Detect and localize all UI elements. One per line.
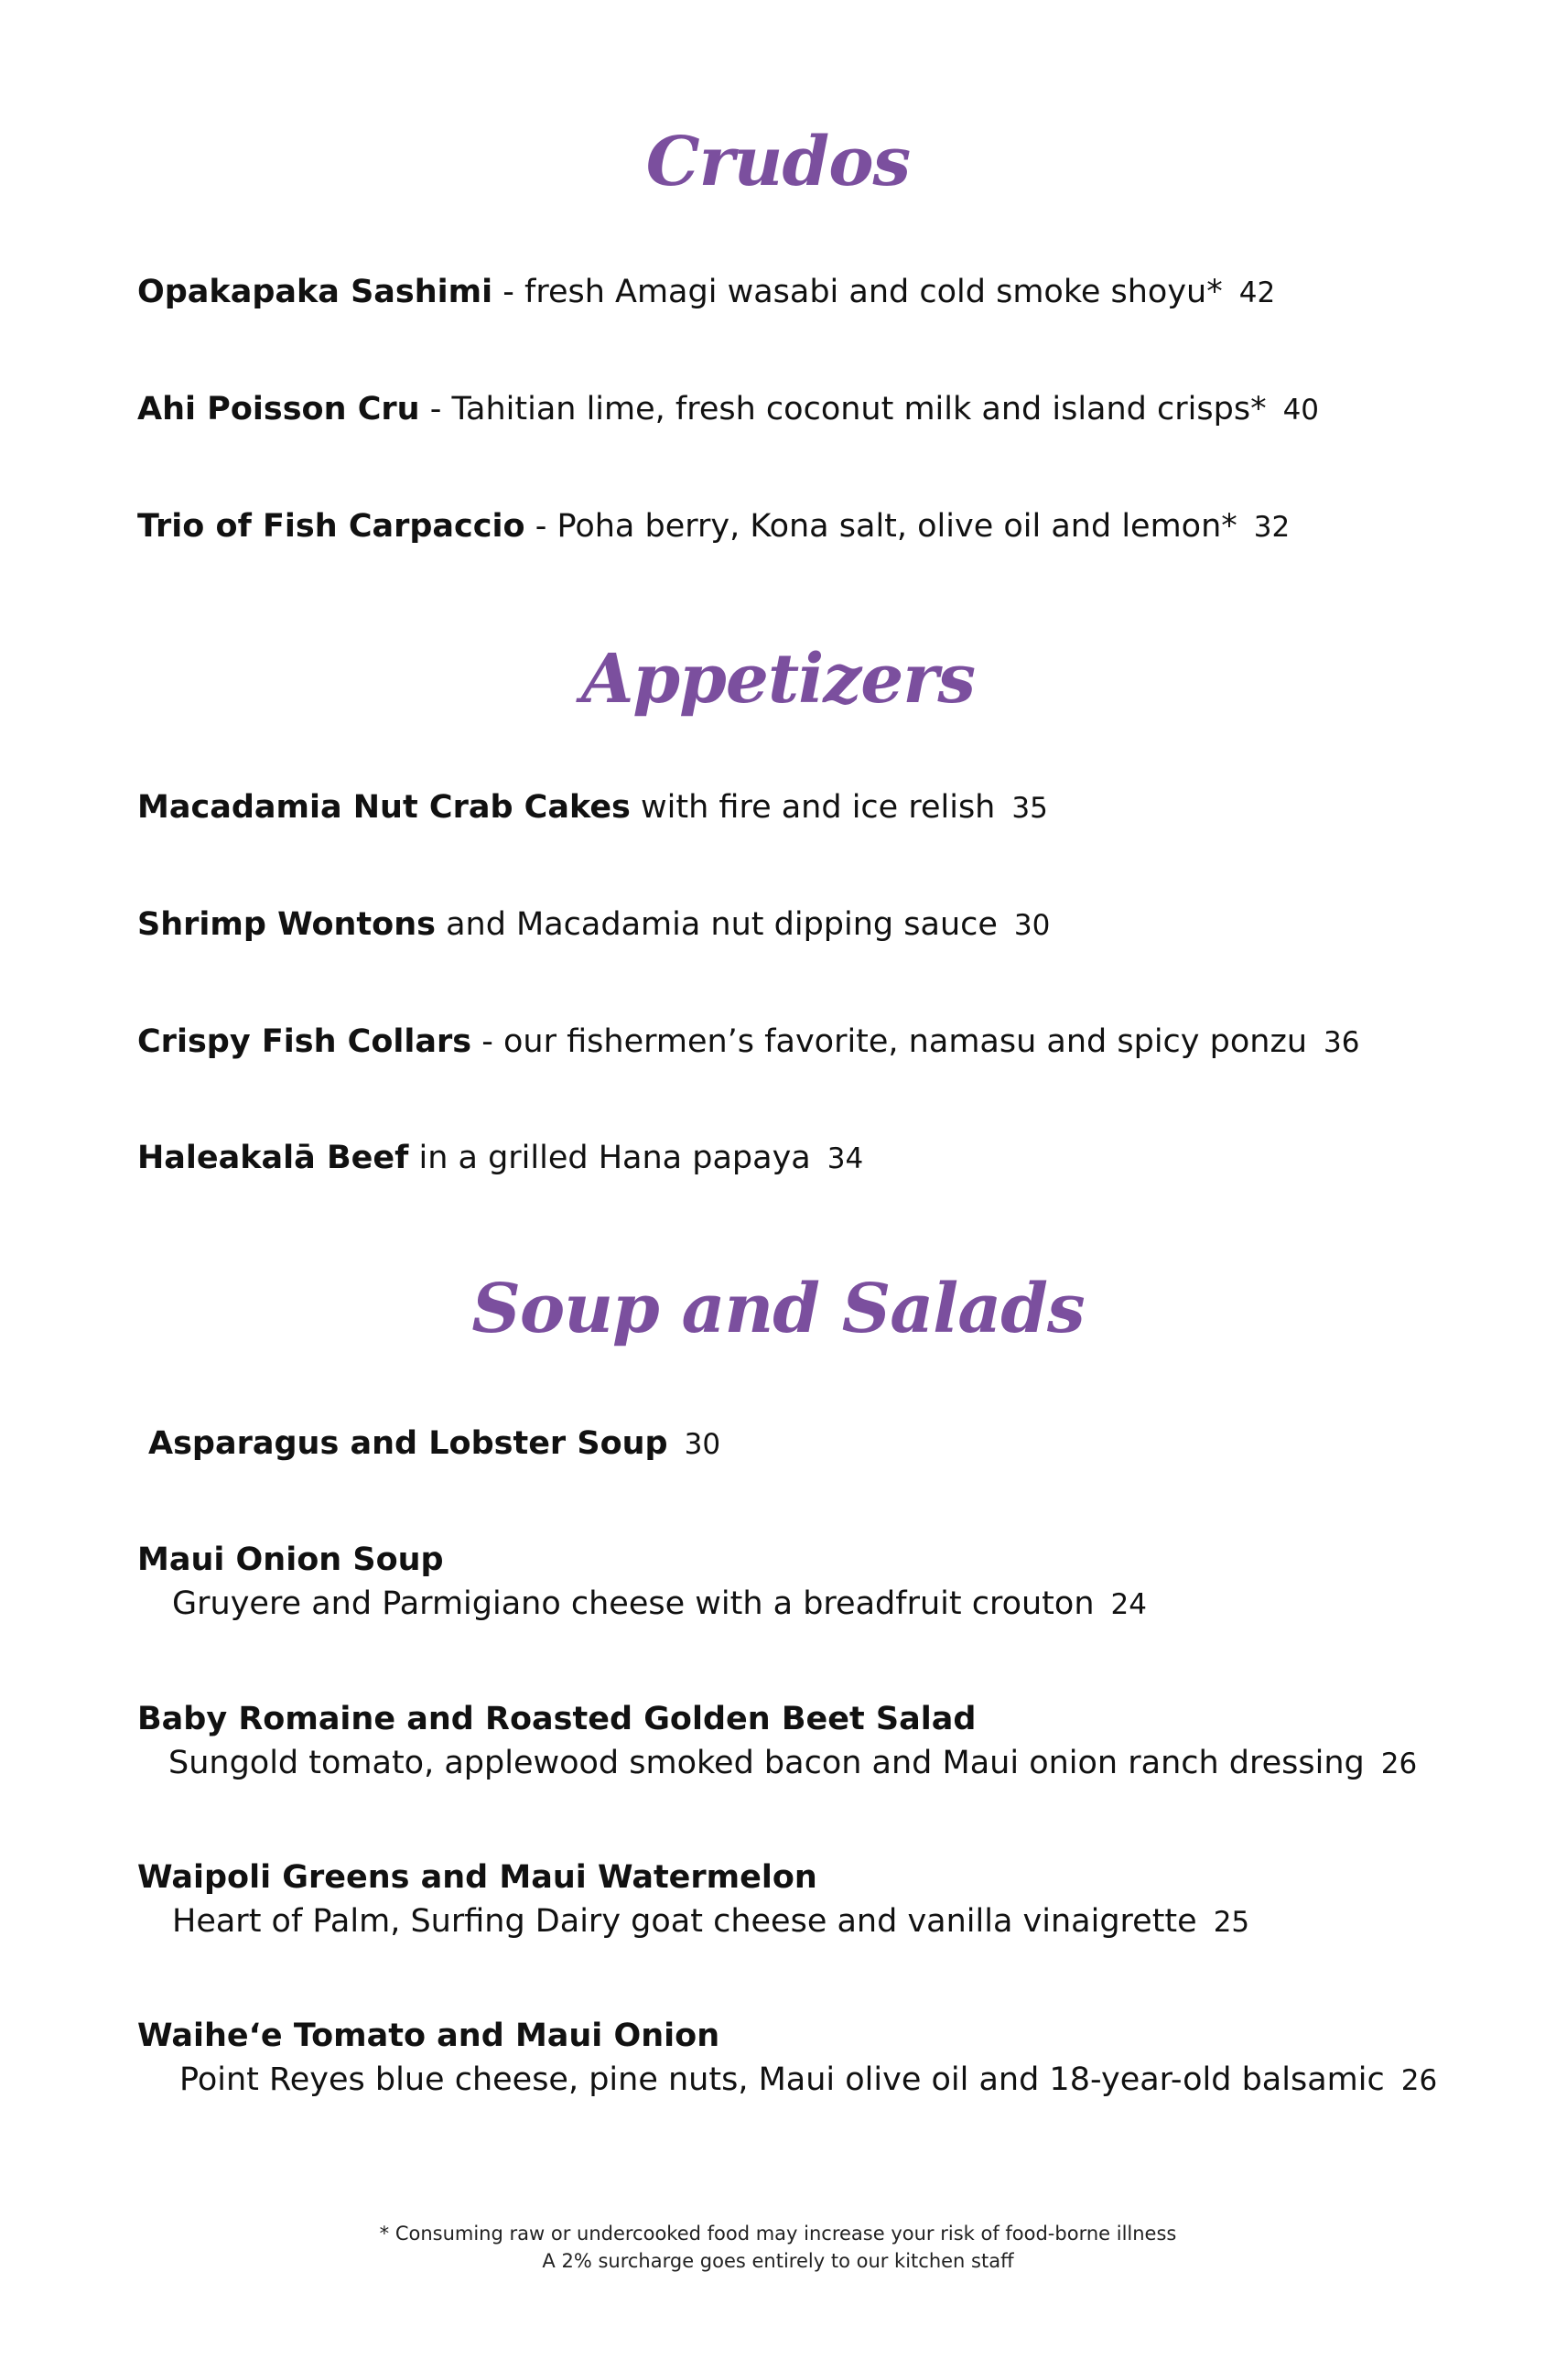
- menu-item: [137, 387, 1446, 432]
- item-name: Crispy Fish Collars: [137, 1023, 472, 1060]
- menu-item: [137, 270, 1446, 315]
- item-name: Haleakalā Beef: [137, 1140, 409, 1176]
- item-description: with fire and ice relish: [630, 789, 996, 826]
- item-name: Trio of Fish Carpaccio: [137, 508, 525, 545]
- footnote-surcharge: A 2% surcharge goes entirely to our kitchen staff: [542, 2250, 1014, 2272]
- item-name: Asparagus and Lobster Soup: [148, 1425, 668, 1462]
- item-description: Heart of Palm, Surfing Dairy goat cheese and vanilla vinaigrette: [172, 1903, 1197, 1940]
- menu-item: [137, 504, 1446, 549]
- item-description: - fresh Amagi wasabi and cold smoke shoyu*: [492, 274, 1223, 310]
- item-price: 36: [1324, 1026, 1360, 1059]
- section-title-soup-and-salads: Soup and Salads: [471, 1270, 1085, 1348]
- item-description-line: [137, 1899, 1446, 1944]
- section-title-appetizers: Appetizers: [580, 640, 976, 719]
- menu-item: [148, 1422, 1446, 1466]
- item-price: 35: [1011, 792, 1048, 825]
- item-description: Gruyere and Parmigiano cheese with a breadfruit crouton: [172, 1585, 1095, 1622]
- item-price: 24: [1110, 1588, 1147, 1621]
- item-name: Baby Romaine and Roasted Golden Beet Salad: [137, 1701, 977, 1737]
- item-description: - our fishermen’s favorite, namasu and spicy ponzu: [471, 1023, 1307, 1060]
- footnote-raw-food-warning: * Consuming raw or undercooked food may increase your risk of food-borne illness: [379, 2223, 1177, 2245]
- item-description-line: [137, 1582, 1446, 1627]
- item-price: 26: [1400, 2064, 1438, 2097]
- item-description: - Poha berry, Kona salt, olive oil and lemon*: [524, 508, 1237, 545]
- item-name: Macadamia Nut Crab Cakes: [137, 789, 631, 826]
- menu-item: [137, 785, 1446, 830]
- item-name: Waipoli Greens and Maui Watermelon: [137, 1859, 817, 1896]
- item-price: 42: [1238, 276, 1276, 309]
- menu-item: [137, 1855, 1446, 1944]
- item-description: Sungold tomato, applewood smoked bacon and Maui onion ranch dressing: [168, 1745, 1365, 1781]
- item-name: Waihe‘e Tomato and Maui Onion: [137, 2018, 720, 2054]
- item-description: Point Reyes blue cheese, pine nuts, Maui olive oil and 18-year-old balsamic: [179, 2061, 1385, 2098]
- item-description: and Macadamia nut dipping sauce: [435, 906, 998, 943]
- menu-item: [137, 1538, 1446, 1627]
- menu-item: [137, 1697, 1446, 1786]
- item-price: 32: [1253, 511, 1291, 544]
- item-name: Shrimp Wontons: [137, 906, 436, 943]
- item-price: 40: [1282, 394, 1320, 427]
- menu-item: [137, 2014, 1446, 2103]
- item-name: Opakapaka Sashimi: [137, 274, 493, 310]
- item-description-line: [137, 2058, 1446, 2103]
- item-price: 34: [827, 1142, 864, 1175]
- menu-item: [137, 1136, 1446, 1181]
- item-name: Maui Onion Soup: [137, 1542, 444, 1578]
- menu-item: [137, 903, 1446, 947]
- item-name: Ahi Poisson Cru: [137, 391, 420, 427]
- item-price: 26: [1380, 1747, 1418, 1780]
- item-price: 30: [1013, 909, 1051, 942]
- item-description-line: [137, 1741, 1446, 1786]
- menu-item: [137, 1020, 1446, 1065]
- item-price: 30: [684, 1428, 721, 1461]
- item-description: - Tahitian lime, fresh coconut milk and island crisps*: [419, 391, 1267, 427]
- item-description: in a grilled Hana papaya: [408, 1140, 811, 1176]
- item-price: 25: [1213, 1906, 1250, 1939]
- section-title-crudos: Crudos: [645, 123, 911, 201]
